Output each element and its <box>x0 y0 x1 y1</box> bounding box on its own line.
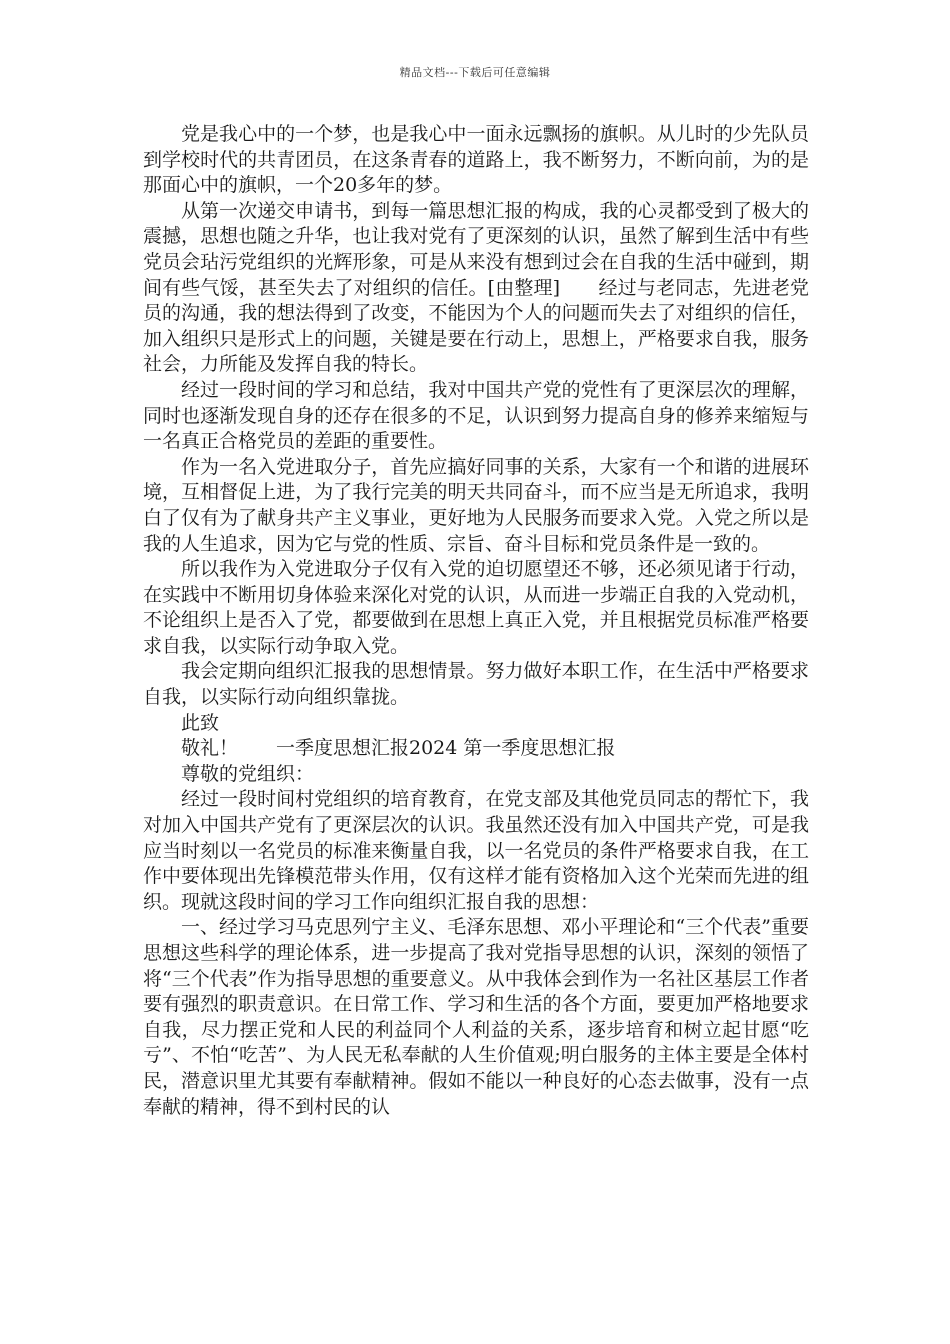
paragraph-7: 经过一段时间村党组织的培育教育，在党支部及其他党员同志的帮忙下，我对加入中国共产党有了更深层次的认识。我虽然还没有加入中国共产党，可是我应当时刻以一名党员的标准来衡量自我，以一名党员的条件严格要求自我，在工作中要体现出先锋模范带头作用，仅有这样才能有资格加入这个光荣而先进的组织。现就这段时间的学习工作向组织汇报自我的思想： <box>143 788 809 913</box>
paragraph-6: 我会定期向组织汇报我的思想情景。努力做好本职工作，在生活中严格要求自我，以实际行动向组织靠拢。 <box>143 660 809 709</box>
paragraph-1: 党是我心中的一个梦，也是我心中一面永远飘扬的旗帜。从儿时的少先队员到学校时代的共青团员，在这条青春的道路上，我不断努力，不断向前，为的是那面心中的旗帜，一个20多年的梦。 <box>143 123 809 197</box>
paragraph-2: 从第一次递交申请书，到每一篇思想汇报的构成，我的心灵都受到了极大的震撼，思想也随之升华，也让我对党有了更深刻的认识，虽然了解到生活中有些党员会玷污党组织的光辉形象，可是从来没有想到过会在自我的生活中碰到，期间有些气馁，甚至失去了对组织的信任。[由整理] 经过与老同志，先进老党员的沟通，我的想法得到了改变，不能因为个人的问题而失去了对组织的信任，加入组织只是形式上的问题，关键是要在行动上，思想上，严格要求自我，服务社会，力所能及发挥自我的特长。 <box>143 199 809 376</box>
document-body <box>143 122 809 1120</box>
paragraph-4: 作为一名入党进取分子，首先应搞好同事的关系，大家有一个和谐的进展环境，互相督促上进，为了我行完美的明天共同奋斗，而不应当是无所追求，我明白了仅有为了献身共产主义事业，更好地为人民服务而要求入党。入党之所以是我的人生追求，因为它与党的性质、宗旨、奋斗目标和党员条件是一致的。 <box>143 455 809 555</box>
greeting: 尊敬的党组织： <box>181 762 315 785</box>
paragraph-8: 一、经过学习马克思列宁主义、毛泽东思想、邓小平理论和“三个代表”重要思想这些科学的理论体系，进一步提高了我对党指导思想的认识，深刻的领悟了将“三个代表”作为指导思想的重要意义。从中我体会到作为一名社区基层工作者要有强烈的职责意识。在日常工作、学习和生活的各个方面，要更加严格地要求自我，尽力摆正党和人民的利益同个人利益的关系，逐步培育和树立起甘愿“吃亏”、不怕“吃苦”、为人民无私奉献的人生价值观;明白服务的主体主要是全体村民，潜意识里尤其要有奉献精神。假如不能以一种良好的心态去做事，没有一点奉献的精神，得不到村民的认 <box>143 916 809 1118</box>
paragraph-5: 所以我作为入党进取分子仅有入党的迫切愿望还不够，还必须见诸于行动，在实践中不断用切身体验来深化对党的认识，从而进一步端正自我的入党动机，不论组织上是否入了党，都要做到在思想上真正入党，并且根据党员标准严格要求自我，以实际行动争取入党。 <box>143 558 809 657</box>
page-header: 精品文档---下载后可任意编辑 <box>399 66 551 79</box>
paragraph-3: 经过一段时间的学习和总结，我对中国共产党的党性有了更深层次的理解，同时也逐渐发现自身的还存在很多的不足，认识到努力提高自身的修养来缩短与一名真正合格党员的差距的重要性。 <box>143 378 809 453</box>
closing-regards: 敬礼！ 一季度思想汇报2024 第一季度思想汇报 <box>181 737 616 760</box>
closing-salutation: 此致 <box>181 711 220 734</box>
